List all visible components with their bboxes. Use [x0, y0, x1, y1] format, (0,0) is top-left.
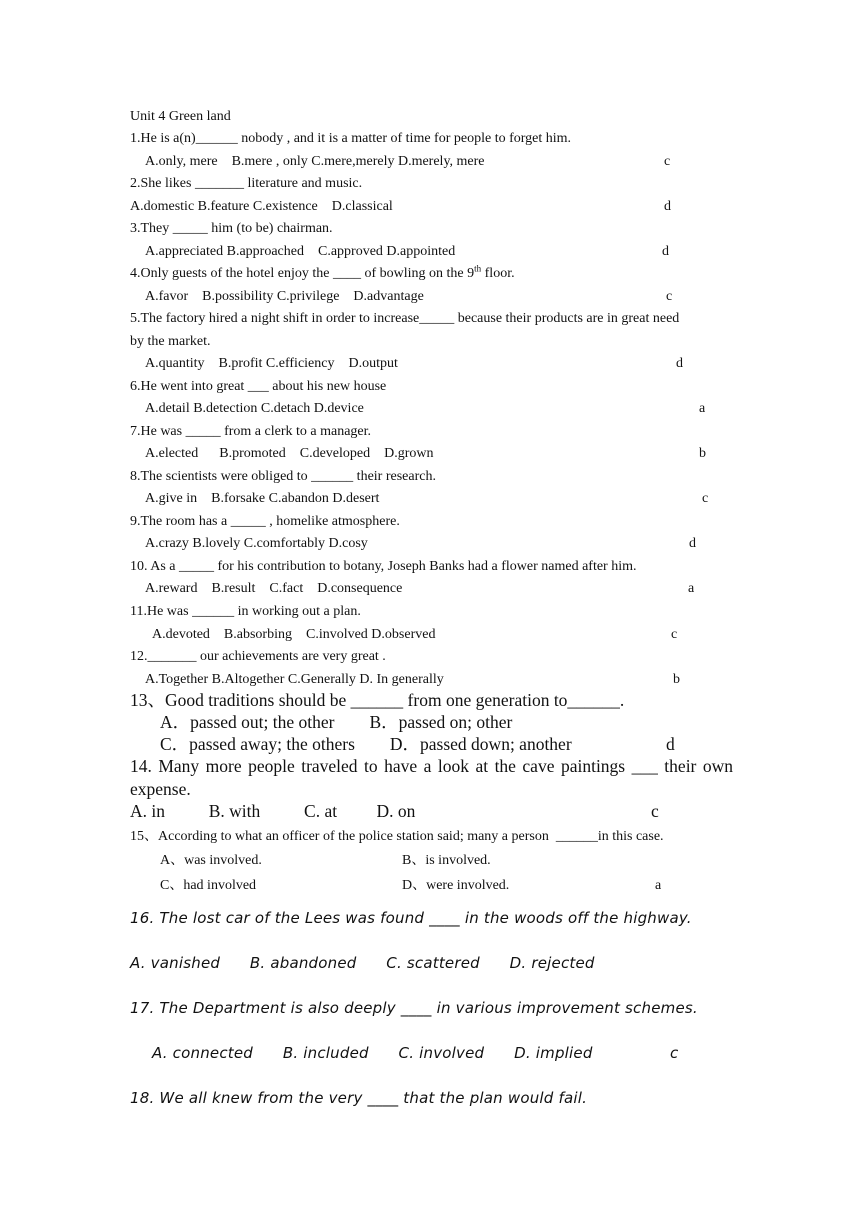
answer-key: d [666, 734, 675, 754]
question-stem: 13、Good traditions should be ______ from one generation to______. [130, 690, 625, 710]
question-stem: 14. Many more people traveled to have a look at the cave paintings ___ their own [130, 756, 733, 776]
question-options: A.appreciated B.approached C.approved D.appointed [145, 244, 456, 259]
answer-key: c [671, 627, 678, 642]
option-d: D、were involved. [402, 878, 510, 893]
question-options: A.domestic B.feature C.existence D.classical [130, 199, 393, 214]
question-options: A.only, mere B.mere , only C.mere,merely D.merely, mere [145, 154, 485, 169]
question-options: A. connected B. included C. involved D. implied [152, 1044, 593, 1062]
question-stem: 16. The lost car of the Lees was found ____ in the woods off the highway. [130, 909, 692, 927]
answer-key: a [699, 401, 706, 416]
question-options: A.Together B.Altogether C.Generally D. In generally [145, 672, 444, 687]
question-stem-continued: expense. [130, 779, 191, 799]
answer-key: d [664, 199, 671, 214]
question-stem: 17. The Department is also deeply ____ in various improvement schemes. [130, 999, 698, 1017]
answer-key: a [688, 581, 695, 596]
answer-key: c [702, 491, 709, 506]
answer-key: b [673, 672, 680, 687]
question-stem: 15、According to what an officer of the police station said; many a person ______in this case. [130, 829, 664, 844]
answer-key: b [699, 446, 706, 461]
answer-key: c [664, 154, 671, 169]
question-stem: 4.Only guests of the hotel enjoy the ____ of bowling on the 9th floor. [130, 263, 515, 281]
question-stem: 8.The scientists were obliged to ______ their research. [130, 469, 436, 484]
question-options: A．passed out; the other B．passed on; other [160, 712, 513, 732]
answer-key: c [651, 801, 659, 821]
question-options: A.favor B.possibility C.privilege D.advantage [145, 289, 424, 304]
question-options-continued: C．passed away; the others D．passed down; another [160, 734, 572, 754]
question-options: A.quantity B.profit C.efficiency D.output [145, 356, 398, 371]
question-stem: 9.The room has a _____ , homelike atmosphere. [130, 514, 400, 529]
answer-key: d [662, 244, 669, 259]
question-options: A. in B. with C. at D. on [130, 801, 416, 821]
answer-key: c [670, 1044, 679, 1062]
answer-key: c [666, 289, 673, 304]
question-stem: 11.He was ______ in working out a plan. [130, 604, 361, 619]
question-stem: 5.The factory hired a night shift in order to increase_____ because their products are in great need [130, 311, 680, 326]
page-title: Unit 4 Green land [130, 109, 231, 124]
question-stem: 7.He was _____ from a clerk to a manager. [130, 424, 372, 439]
question-stem: 12._______ our achievements are very great . [130, 649, 386, 664]
question-options: A.elected B.promoted C.developed D.grown [145, 446, 434, 461]
answer-key: a [655, 878, 662, 893]
option-b: B、is involved. [402, 853, 491, 868]
question-stem: 6.He went into great ___ about his new house [130, 379, 387, 394]
question-stem: 18. We all knew from the very ____ that the plan would fail. [130, 1089, 588, 1107]
question-options: A.devoted B.absorbing C.involved D.observed [152, 627, 436, 642]
answer-key: d [689, 536, 696, 551]
question-stem: 1.He is a(n)______ nobody , and it is a matter of time for people to forget him. [130, 131, 572, 146]
question-options: A.detail B.detection C.detach D.device [145, 401, 364, 416]
question-stem-continued: by the market. [130, 334, 211, 349]
question-options: A. vanished B. abandoned C. scattered D. rejected [130, 954, 595, 972]
question-options: A.give in B.forsake C.abandon D.desert [145, 491, 380, 506]
question-options: A.crazy B.lovely C.comfortably D.cosy [145, 536, 368, 551]
option-c: C、had involved [160, 878, 257, 893]
answer-key: d [676, 356, 683, 371]
question-options: A.reward B.result C.fact D.consequence [145, 581, 403, 596]
question-stem: 3.They _____ him (to be) chairman. [130, 221, 333, 236]
question-stem: 10. As a _____ for his contribution to botany, Joseph Banks had a flower named after him. [130, 559, 637, 574]
question-stem: 2.She likes _______ literature and music. [130, 176, 363, 191]
option-a: A、was involved. [160, 853, 262, 868]
